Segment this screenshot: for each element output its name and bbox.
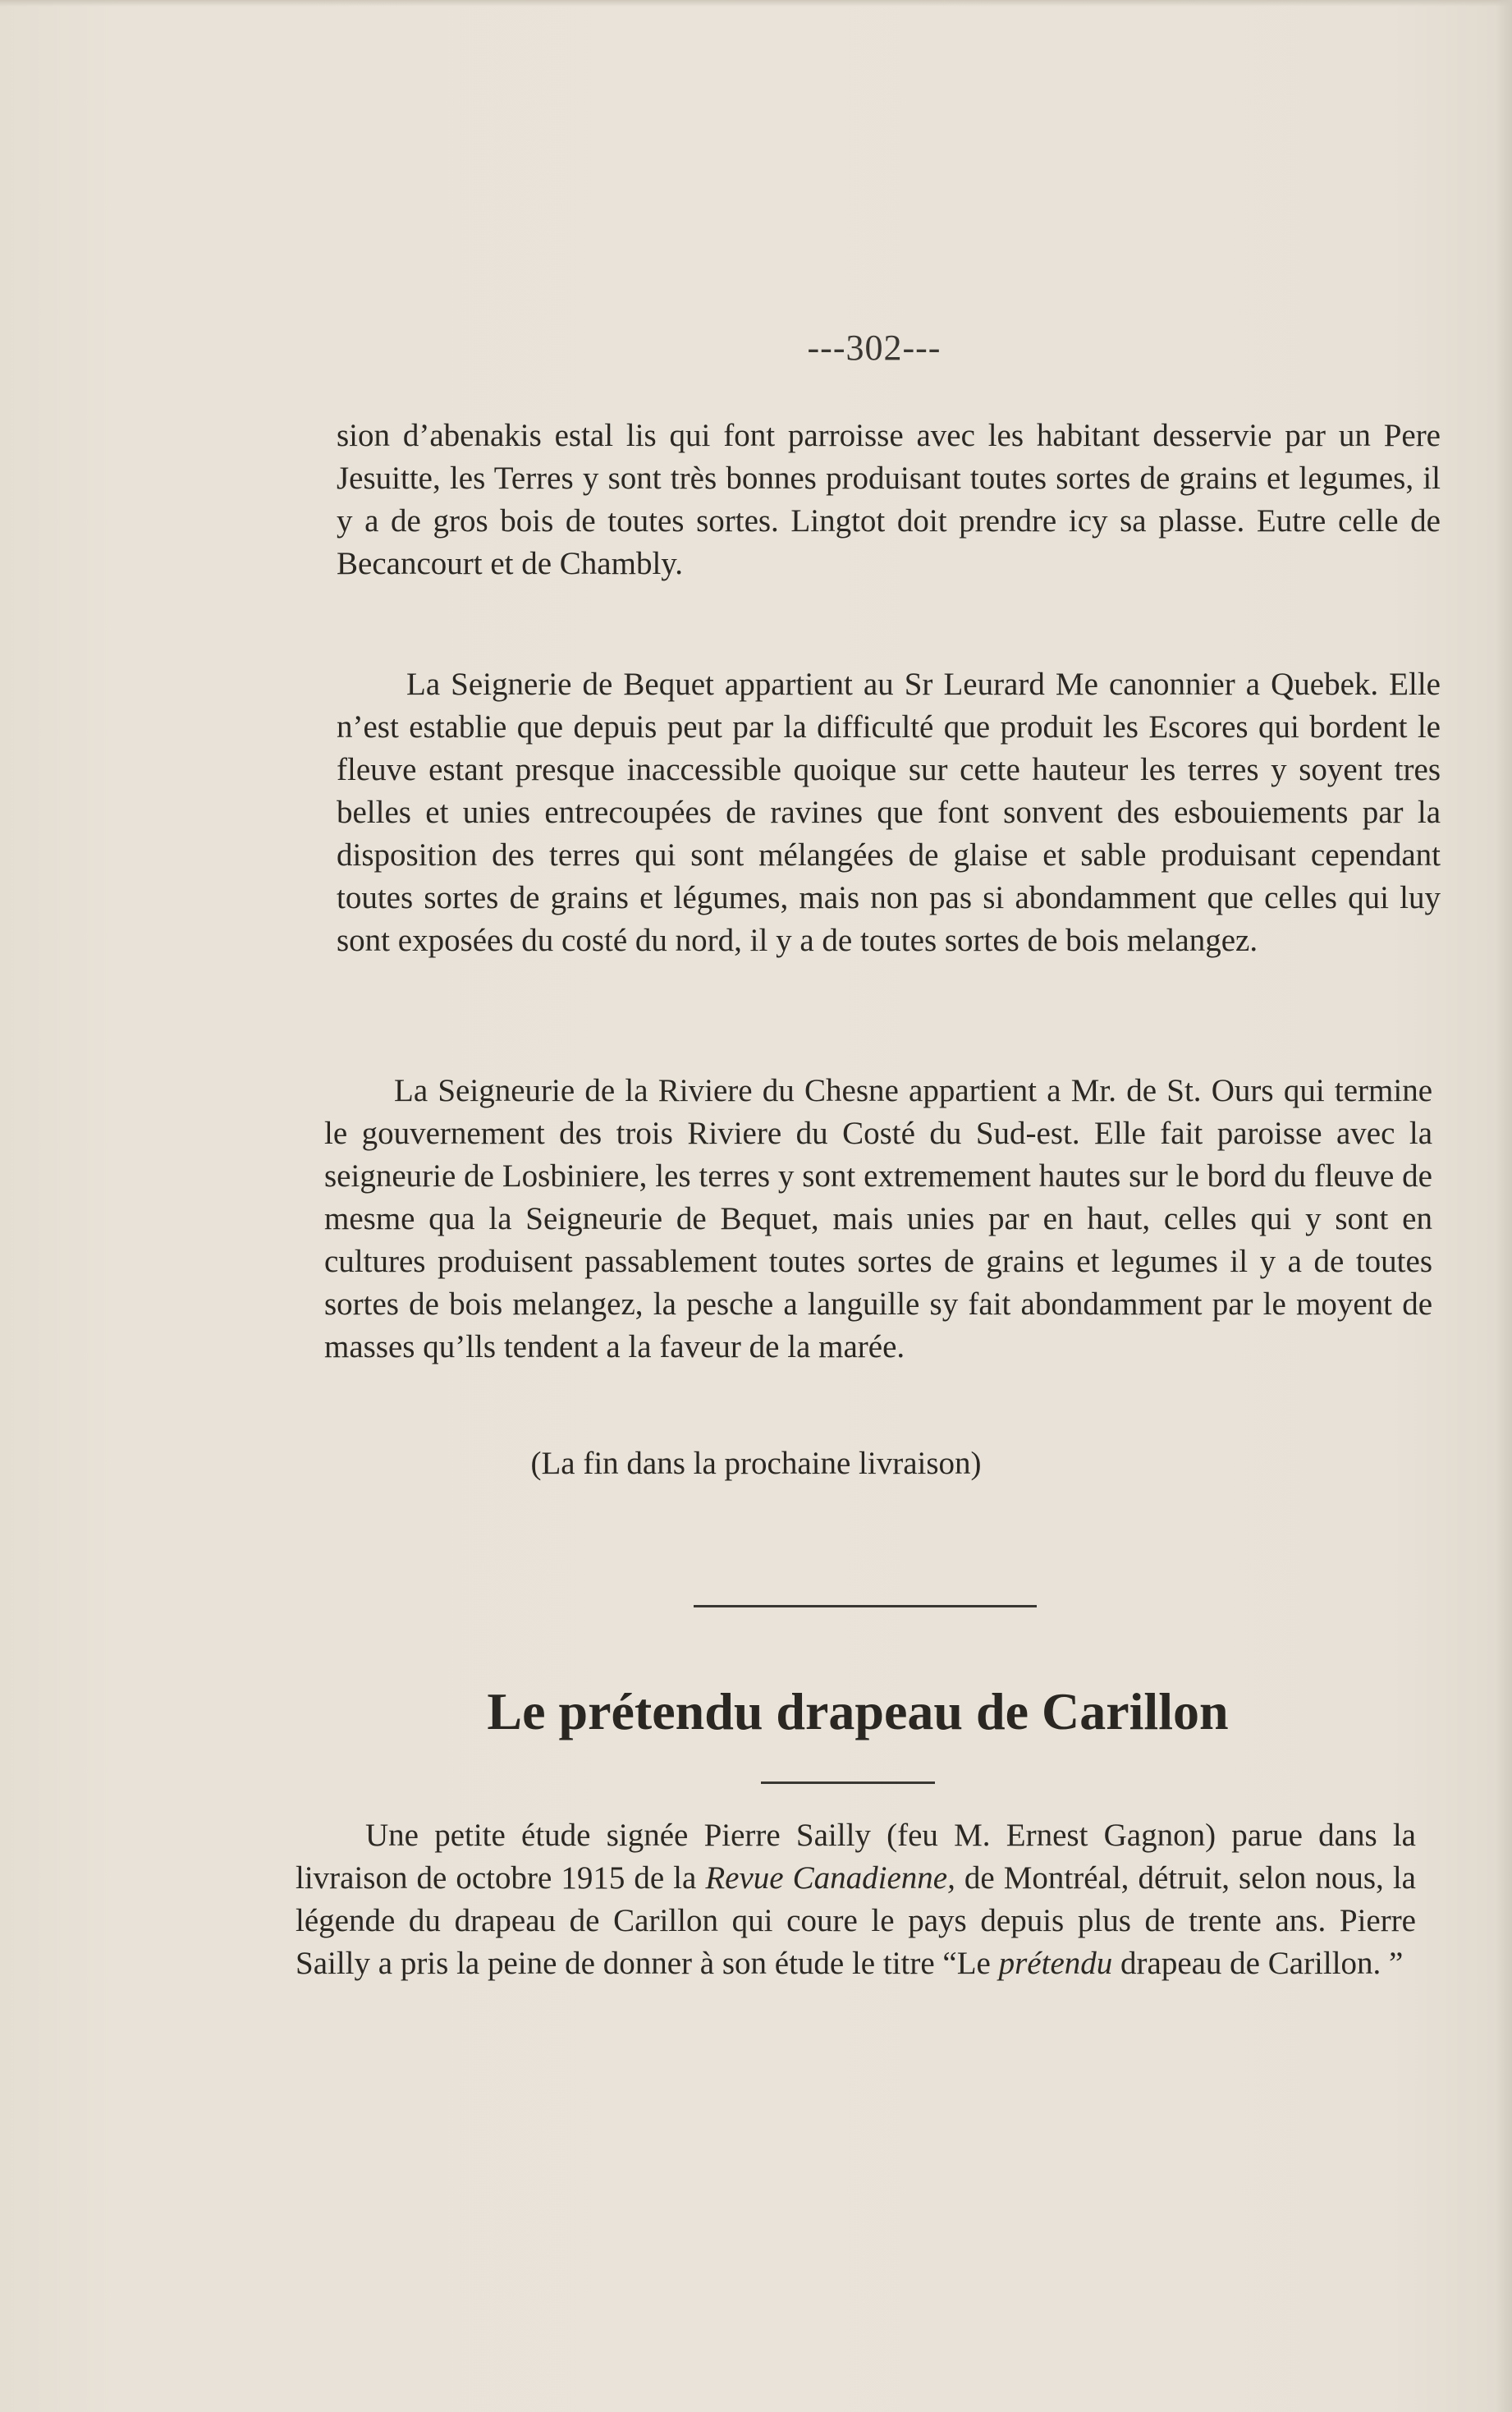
paragraph-seignerie-bequet (337, 663, 1441, 962)
paragraph-text: sion d’abenakis estal lis qui font parroisse avec les habitant desservie par un Pere Jesuitte, les Terres y sont très bonnes produisant toutes sortes de grains et legumes, il y a de gros bois de toutes sortes. Lingtot doit prendre icy sa plasse. Eutre celle de Becancourt et de Chambly. (337, 418, 1441, 581)
page-top-edge (0, 0, 1512, 7)
heading-underline (761, 1781, 935, 1784)
continuation-note: (La fin dans la prochaine livraison) (530, 1446, 982, 1481)
paragraph-riviere-du-chesne (324, 1070, 1432, 1369)
section-divider (694, 1605, 1037, 1607)
title-italic-word: prétendu (998, 1946, 1113, 1981)
paragraph-text: La Seignerie de Bequet appartient au Sr Leurard Me canonnier a Quebek. Elle n’est establie que depuis peut par la difficulté que produit les Escores qui bordent le fleuve estant presque inaccessible quoique sur cette hauteur les terres y soyent tres belles et unies entrecoupées de ravines que font sonvent des esbouiements par la disposition des terres qui sont mélangées de glaise et sable produisant cependant toutes sortes de grains et légumes, mais non pas si abondamment que celles qui luy sont exposées du costé du nord, il y a de toutes sortes de bois melangez. (337, 667, 1441, 958)
article-text-mid: de Montréal, détruit, selon nous, la légende du drapeau de Carillon qui coure le pays depuis plus de trente ans. Pierre Sailly a pris la peine de donner à son étude le titre “Le (296, 1860, 1416, 1981)
paragraph-abenakis (337, 415, 1441, 585)
paragraph-text: La Seigneurie de la Riviere du Chesne appartient a Mr. de St. Ours qui termine le gouvernement des trois Riviere du Costé du Sud-est. Elle fait paroisse avec la seigneurie de Losbiniere, les terres y sont extremement hautes sur le bord du fleuve de mesme qua la Seigneurie de Bequet, mais unies par en haut, celles qui y sont en cultures produisent passablement toutes sortes de grains et legumes il y a de toutes sortes de bois melangez, la pesche a languille sy fait abondamment par le moyent de masses qu’lls tendent a la faveur de la marée. (324, 1073, 1432, 1364)
journal-name: Revue Canadienne, (705, 1860, 955, 1896)
page-number: ---302--- (807, 328, 942, 368)
paragraph-text (296, 1814, 1416, 1985)
article-text-start: Une petite étude signée Pierre Sailly (feu M. Ernest Gagnon) parue dans la livraison de octobre 1915 de la (296, 1818, 1416, 1896)
article-heading: Le prétendu drapeau de Carillon (487, 1682, 1229, 1740)
article-text-end: drapeau de Carillon. ” (1112, 1946, 1404, 1981)
paragraph-article-intro (296, 1814, 1416, 1985)
